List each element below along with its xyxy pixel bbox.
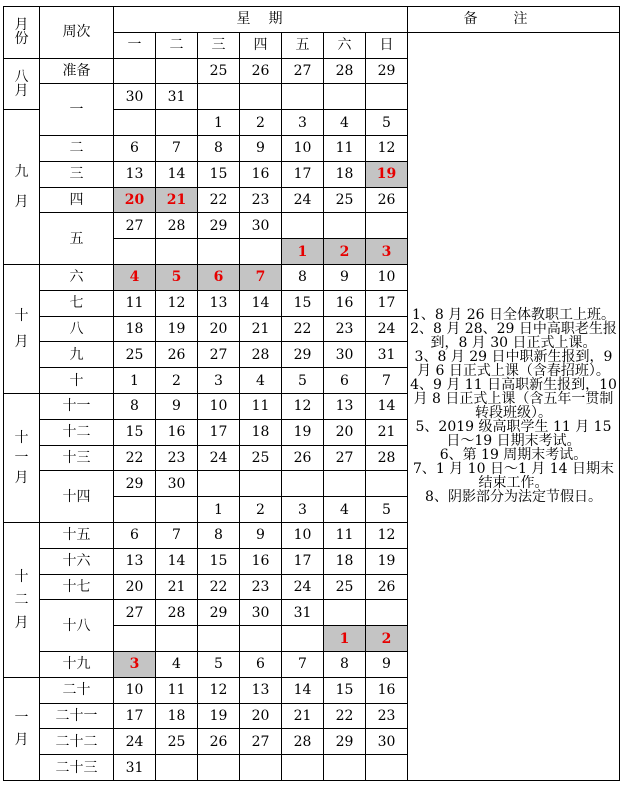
date-cell: 11 — [156, 677, 198, 703]
date-cell — [366, 471, 408, 497]
week-number-cell: 二十三 — [40, 755, 114, 781]
holiday-date-cell: 4 — [114, 264, 156, 290]
date-cell: 28 — [366, 445, 408, 471]
date-cell: 13 — [240, 677, 282, 703]
date-cell: 29 — [114, 471, 156, 497]
month-char: 十 — [14, 430, 29, 447]
date-cell: 30 — [114, 84, 156, 110]
date-cell: 2 — [156, 368, 198, 394]
date-cell: 7 — [366, 368, 408, 394]
holiday-date-cell: 7 — [240, 264, 282, 290]
date-cell: 20 — [198, 316, 240, 342]
date-cell: 18 — [114, 316, 156, 342]
month-char: 月 — [14, 469, 29, 486]
date-cell: 30 — [324, 342, 366, 368]
week-number-cell: 十 — [40, 368, 114, 394]
date-cell: 7 — [156, 135, 198, 161]
date-cell: 3 — [282, 497, 324, 523]
date-cell: 25 — [198, 58, 240, 84]
note-item: 7、1 月 10 日～1 月 14 日期末结束工作。 — [412, 461, 615, 492]
date-cell: 4 — [240, 368, 282, 394]
date-cell: 7 — [282, 651, 324, 677]
week-number-cell: 十二 — [40, 419, 114, 445]
date-cell — [114, 626, 156, 652]
month-cell — [4, 264, 40, 393]
date-cell: 17 — [198, 419, 240, 445]
date-cell: 24 — [366, 316, 408, 342]
date-cell: 14 — [156, 161, 198, 187]
date-cell: 26 — [240, 58, 282, 84]
date-cell — [366, 84, 408, 110]
holiday-date-cell: 5 — [156, 264, 198, 290]
date-cell: 27 — [324, 445, 366, 471]
date-cell: 29 — [282, 342, 324, 368]
date-cell: 26 — [366, 574, 408, 600]
date-cell: 17 — [282, 548, 324, 574]
date-cell: 21 — [282, 703, 324, 729]
date-cell: 15 — [324, 677, 366, 703]
holiday-date-cell: 1 — [324, 626, 366, 652]
date-cell: 12 — [366, 522, 408, 548]
date-cell: 28 — [156, 600, 198, 626]
week-number-cell: 九 — [40, 342, 114, 368]
week-number-cell: 十五 — [40, 522, 114, 548]
date-cell — [114, 110, 156, 136]
week-number-cell: 十三 — [40, 445, 114, 471]
date-cell: 22 — [198, 574, 240, 600]
date-cell: 9 — [240, 522, 282, 548]
date-cell: 1 — [198, 110, 240, 136]
date-cell: 4 — [324, 497, 366, 523]
date-cell: 5 — [282, 368, 324, 394]
holiday-date-cell: 2 — [366, 626, 408, 652]
date-cell: 25 — [114, 342, 156, 368]
date-cell: 12 — [282, 393, 324, 419]
date-cell: 10 — [282, 522, 324, 548]
weekday-group-header: 星 期 — [114, 7, 408, 33]
note-item: 3、8 月 29 日中职新生报到，9 月 6 日正式上课（含春招班）。 — [414, 349, 613, 380]
date-cell: 2 — [240, 497, 282, 523]
weekday-cell: 一 — [114, 32, 156, 58]
date-cell: 27 — [240, 729, 282, 755]
week-number-cell: 十一 — [40, 393, 114, 419]
week-number-cell: 一 — [40, 84, 114, 136]
week-number-cell: 十八 — [40, 600, 114, 652]
date-cell: 5 — [198, 651, 240, 677]
date-cell: 22 — [198, 187, 240, 213]
weekday-cell: 三 — [198, 32, 240, 58]
date-cell — [198, 755, 240, 781]
date-cell: 9 — [156, 393, 198, 419]
holiday-date-cell: 20 — [114, 187, 156, 213]
date-cell: 17 — [114, 703, 156, 729]
notes-header — [408, 7, 620, 33]
month-cell — [4, 58, 40, 110]
date-cell — [366, 213, 408, 239]
holiday-date-cell: 21 — [156, 187, 198, 213]
date-cell — [114, 239, 156, 265]
date-cell — [240, 239, 282, 265]
calendar-body — [4, 7, 620, 781]
date-cell — [198, 471, 240, 497]
week-number-cell: 二 — [40, 135, 114, 161]
date-cell: 22 — [114, 445, 156, 471]
date-cell: 31 — [156, 84, 198, 110]
date-cell: 18 — [324, 548, 366, 574]
date-cell: 11 — [114, 290, 156, 316]
month-cell — [4, 110, 40, 265]
date-cell: 16 — [156, 419, 198, 445]
holiday-date-cell: 3 — [114, 651, 156, 677]
date-cell: 15 — [282, 290, 324, 316]
week-number-cell: 四 — [40, 187, 114, 213]
date-cell: 10 — [282, 135, 324, 161]
date-cell: 15 — [198, 161, 240, 187]
date-cell — [240, 84, 282, 110]
date-cell: 8 — [198, 135, 240, 161]
date-cell: 11 — [324, 135, 366, 161]
month-char: 月 — [14, 334, 29, 351]
week-number-cell: 准备 — [40, 58, 114, 84]
month-char: 月 — [14, 194, 29, 211]
date-cell — [324, 471, 366, 497]
date-cell: 17 — [282, 161, 324, 187]
holiday-date-cell: 2 — [324, 239, 366, 265]
date-cell — [198, 84, 240, 110]
date-cell: 31 — [114, 755, 156, 781]
date-cell — [366, 600, 408, 626]
date-cell: 6 — [114, 135, 156, 161]
date-cell: 24 — [114, 729, 156, 755]
date-cell: 20 — [324, 419, 366, 445]
date-cell: 28 — [156, 213, 198, 239]
month-char: 月 — [14, 82, 29, 99]
date-cell: 16 — [240, 548, 282, 574]
date-cell: 23 — [324, 316, 366, 342]
date-cell — [198, 626, 240, 652]
week-number-cell: 七 — [40, 290, 114, 316]
date-cell: 9 — [240, 135, 282, 161]
academic-calendar-table — [3, 6, 620, 781]
week-number-cell: 十九 — [40, 651, 114, 677]
month-char: 八 — [14, 68, 29, 85]
date-cell — [282, 84, 324, 110]
date-cell: 25 — [324, 574, 366, 600]
date-cell — [114, 497, 156, 523]
date-cell: 5 — [366, 497, 408, 523]
date-cell: 15 — [114, 419, 156, 445]
date-cell — [114, 58, 156, 84]
notes-header-label: 备注 — [463, 11, 564, 28]
week-number-cell: 五 — [40, 213, 114, 265]
date-cell — [240, 626, 282, 652]
date-cell: 10 — [198, 393, 240, 419]
week-number-cell: 十六 — [40, 548, 114, 574]
date-cell: 22 — [324, 703, 366, 729]
date-cell: 3 — [282, 110, 324, 136]
date-cell: 18 — [156, 703, 198, 729]
month-cell — [4, 522, 40, 677]
holiday-date-cell: 1 — [282, 239, 324, 265]
date-cell: 16 — [324, 290, 366, 316]
date-cell — [324, 755, 366, 781]
week-header: 周次 — [40, 7, 114, 59]
date-cell — [156, 110, 198, 136]
date-cell: 14 — [282, 677, 324, 703]
holiday-date-cell: 6 — [198, 264, 240, 290]
date-cell: 23 — [240, 574, 282, 600]
date-cell — [324, 600, 366, 626]
date-cell — [240, 755, 282, 781]
month-char: 份 — [14, 31, 29, 48]
date-cell: 8 — [282, 264, 324, 290]
date-cell: 30 — [366, 729, 408, 755]
date-cell: 25 — [240, 445, 282, 471]
date-cell: 5 — [366, 110, 408, 136]
weekday-cell: 四 — [240, 32, 282, 58]
week-number-cell: 二十二 — [40, 729, 114, 755]
date-cell: 6 — [240, 651, 282, 677]
date-cell — [282, 471, 324, 497]
weekday-cell: 六 — [324, 32, 366, 58]
month-char: 十 — [14, 568, 29, 585]
date-cell — [156, 239, 198, 265]
date-cell: 27 — [198, 342, 240, 368]
date-cell: 27 — [114, 213, 156, 239]
date-cell: 23 — [156, 445, 198, 471]
date-cell: 1 — [114, 368, 156, 394]
date-cell — [156, 626, 198, 652]
month-char: 二 — [14, 591, 29, 608]
month-char: 一 — [14, 709, 29, 726]
month-char: 十 — [14, 307, 29, 324]
week-number-cell: 二十 — [40, 677, 114, 703]
date-cell: 30 — [156, 471, 198, 497]
date-cell: 21 — [156, 574, 198, 600]
month-cell — [4, 677, 40, 780]
date-cell: 13 — [114, 161, 156, 187]
date-cell — [324, 213, 366, 239]
note-item: 1、8 月 26 日全体教职工上班。 — [412, 307, 615, 324]
date-cell — [198, 239, 240, 265]
date-cell: 13 — [198, 290, 240, 316]
month-cell — [4, 393, 40, 522]
date-cell: 19 — [366, 548, 408, 574]
date-cell: 14 — [240, 290, 282, 316]
date-cell: 14 — [366, 393, 408, 419]
date-cell: 1 — [198, 497, 240, 523]
date-cell: 28 — [324, 58, 366, 84]
month-header — [4, 7, 40, 59]
date-cell: 19 — [198, 703, 240, 729]
month-char: 九 — [14, 163, 29, 180]
date-cell: 24 — [282, 187, 324, 213]
date-cell — [366, 755, 408, 781]
date-cell: 12 — [366, 135, 408, 161]
date-cell: 17 — [366, 290, 408, 316]
weekday-cell: 五 — [282, 32, 324, 58]
date-cell: 11 — [240, 393, 282, 419]
date-cell: 27 — [114, 600, 156, 626]
date-cell — [324, 84, 366, 110]
date-cell: 4 — [324, 110, 366, 136]
date-cell — [156, 755, 198, 781]
date-cell: 29 — [198, 213, 240, 239]
date-cell — [282, 213, 324, 239]
week-number-cell: 六 — [40, 264, 114, 290]
date-cell — [240, 471, 282, 497]
date-cell — [156, 58, 198, 84]
date-cell: 14 — [156, 548, 198, 574]
date-cell: 8 — [198, 522, 240, 548]
date-cell: 20 — [240, 703, 282, 729]
date-cell: 16 — [366, 677, 408, 703]
week-number-cell: 十七 — [40, 574, 114, 600]
date-cell: 12 — [198, 677, 240, 703]
date-cell: 22 — [282, 316, 324, 342]
date-cell: 19 — [282, 419, 324, 445]
date-cell — [156, 497, 198, 523]
week-number-cell: 三 — [40, 161, 114, 187]
week-number-cell: 八 — [40, 316, 114, 342]
note-item: 2、8 月 28、29 日中高职老生报到，8 月 30 日正式上课。 — [410, 321, 617, 352]
date-cell: 7 — [156, 522, 198, 548]
weekday-cell: 日 — [366, 32, 408, 58]
date-cell: 29 — [198, 600, 240, 626]
date-cell: 6 — [324, 368, 366, 394]
date-cell: 31 — [282, 600, 324, 626]
date-cell: 15 — [198, 548, 240, 574]
date-cell: 26 — [198, 729, 240, 755]
note-item: 6、第 19 周期末考试。 — [439, 447, 588, 464]
date-cell — [282, 755, 324, 781]
date-cell: 25 — [156, 729, 198, 755]
note-item: 5、2019 级高职学生 11 月 15 日～19 日期末考试。 — [415, 419, 612, 450]
date-cell: 26 — [156, 342, 198, 368]
week-number-cell: 十四 — [40, 471, 114, 523]
note-item: 8、阴影部分为法定节假日。 — [425, 489, 602, 506]
month-char: 月 — [14, 17, 29, 34]
date-cell: 8 — [114, 393, 156, 419]
date-cell: 26 — [366, 187, 408, 213]
note-item: 4、9 月 11 日高职新生报到，10 月 8 日正式上课（含五年一贯制转段班级）。 — [410, 377, 617, 422]
date-cell: 31 — [366, 342, 408, 368]
date-cell: 4 — [156, 651, 198, 677]
date-cell: 10 — [114, 677, 156, 703]
notes-panel — [408, 32, 620, 780]
date-cell: 16 — [240, 161, 282, 187]
date-cell: 13 — [324, 393, 366, 419]
date-cell: 23 — [366, 703, 408, 729]
date-cell: 8 — [324, 651, 366, 677]
date-cell: 10 — [366, 264, 408, 290]
date-cell: 9 — [366, 651, 408, 677]
date-cell: 24 — [198, 445, 240, 471]
date-cell: 2 — [240, 110, 282, 136]
holiday-date-cell: 19 — [366, 161, 408, 187]
month-char: 一 — [14, 449, 29, 466]
week-number-cell: 二十一 — [40, 703, 114, 729]
date-cell: 29 — [366, 58, 408, 84]
date-cell: 3 — [198, 368, 240, 394]
date-cell: 21 — [366, 419, 408, 445]
date-cell: 27 — [282, 58, 324, 84]
date-cell: 23 — [240, 187, 282, 213]
date-cell: 18 — [240, 419, 282, 445]
month-char: 月 — [14, 614, 29, 631]
weekday-cell: 二 — [156, 32, 198, 58]
date-cell: 12 — [156, 290, 198, 316]
holiday-date-cell: 3 — [366, 239, 408, 265]
date-cell: 28 — [282, 729, 324, 755]
date-cell: 6 — [114, 522, 156, 548]
date-cell: 19 — [156, 316, 198, 342]
date-cell: 20 — [114, 574, 156, 600]
date-cell: 13 — [114, 548, 156, 574]
date-cell: 9 — [324, 264, 366, 290]
date-cell: 24 — [282, 574, 324, 600]
date-cell: 21 — [240, 316, 282, 342]
date-cell — [282, 626, 324, 652]
date-cell: 11 — [324, 522, 366, 548]
date-cell: 30 — [240, 600, 282, 626]
header-row — [4, 7, 620, 33]
date-cell: 30 — [240, 213, 282, 239]
date-cell: 25 — [324, 187, 366, 213]
date-cell: 18 — [324, 161, 366, 187]
date-cell: 29 — [324, 729, 366, 755]
month-char: 月 — [14, 731, 29, 748]
date-cell: 28 — [240, 342, 282, 368]
date-cell: 26 — [282, 445, 324, 471]
